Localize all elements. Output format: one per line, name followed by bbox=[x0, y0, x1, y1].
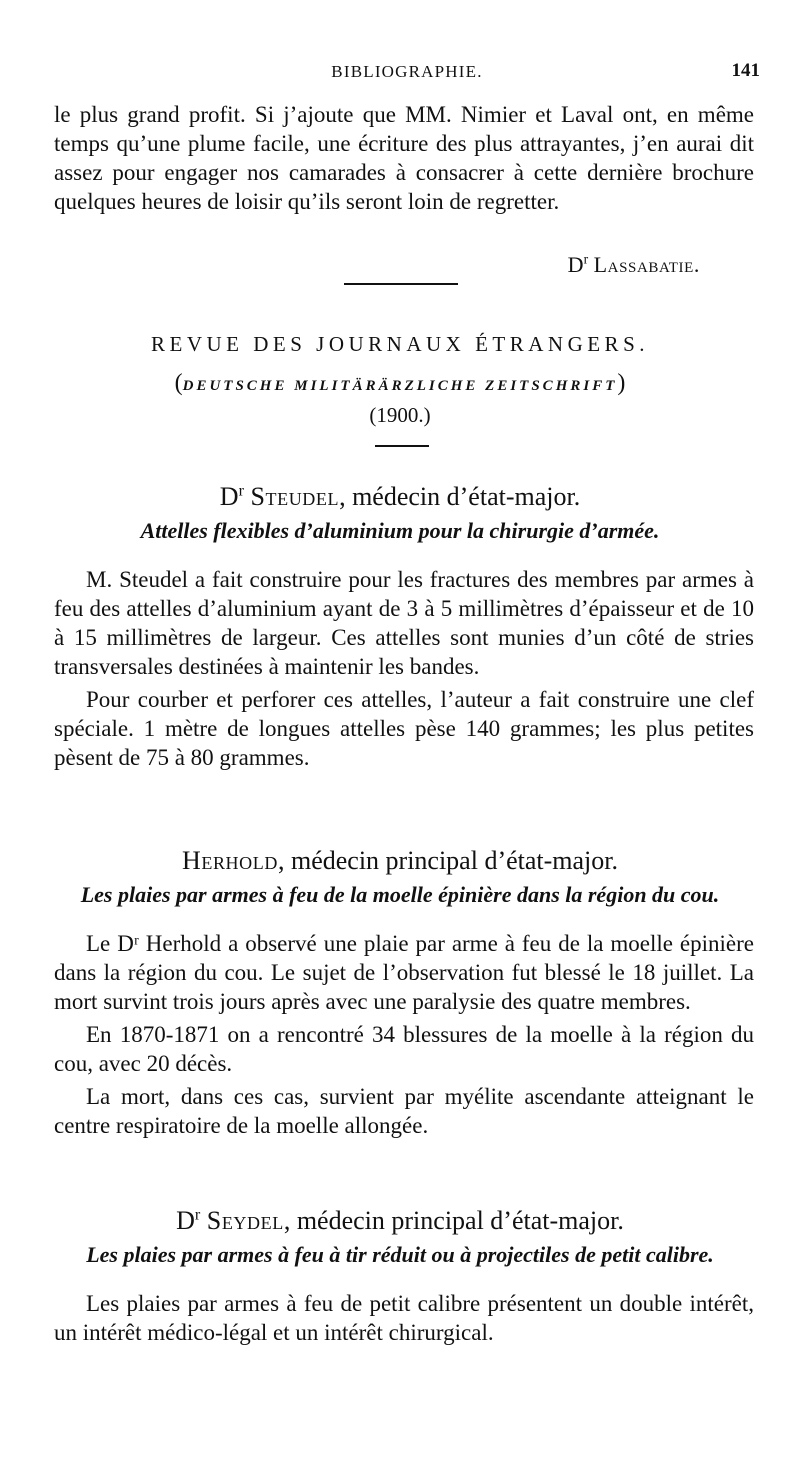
article-3-prefix: D bbox=[176, 1206, 195, 1235]
article-3-title: Les plaies par armes à feu à tir réduit ou à projectiles de petit calibre. bbox=[86, 1242, 714, 1267]
article-1-paragraph: Pour courber et perforer ces attelles, l’auteur a fait construire une clef spéciale. 1 mètre de longues attelles pèse 140 grammes; les plus petites pèsent de 75 à 80 grammes. bbox=[54, 687, 754, 770]
article-3-sup: r bbox=[194, 1206, 201, 1224]
article-2-paragraph: En 1870-1871 on a rencontré 34 blessures de la moelle à la région du cou, avec 20 décès. bbox=[54, 1022, 754, 1076]
article-2-body bbox=[54, 929, 754, 1140]
article-3-author: Seydel bbox=[206, 1206, 284, 1235]
intro-paragraph-block bbox=[54, 100, 754, 216]
page-number: 141 bbox=[731, 60, 760, 81]
article-1-heading bbox=[0, 482, 800, 512]
section-title: REVUE DES JOURNAUX ÉTRANGERS. bbox=[150, 332, 649, 356]
signature bbox=[568, 252, 700, 278]
running-title: BIBLIOGRAPHIE. bbox=[331, 62, 483, 81]
journal-line bbox=[0, 370, 800, 397]
article-1-author: Steudel bbox=[250, 482, 340, 511]
article-3-rank: , médecin principal d’état-major. bbox=[283, 1206, 624, 1235]
article-2-paragraph: Le Dʳ Herhold a observé une plaie par arme à feu de la moelle épinière dans la région du cou. Le sujet de l’observation fut blessé le 18 juillet. La mort survint trois jours après avec une paralysie des quatre membres. bbox=[54, 931, 754, 1014]
article-2-rank: , médecin principal d’état-major. bbox=[277, 846, 618, 875]
article-1-prefix: D bbox=[219, 482, 239, 511]
article-1-sup: r bbox=[238, 482, 244, 500]
signature-sup: r bbox=[583, 251, 589, 267]
journal-name: DEUTSCHE MILITÄRÄRZLICHE ZEITSCHRIFT bbox=[182, 378, 618, 394]
article-1-paragraph: M. Steudel a fait construire pour les fractures des membres par armes à feu des attelles d’aluminium ayant de 3 à 5 millimètres d’épaisseur et de 10 à 15 millimètres de largeur. Ces attelles sont munies d’un côté de stries transversales destinées à maintenir les bandes. bbox=[54, 567, 754, 679]
article-1-rank: , médecin d’état-major. bbox=[339, 482, 581, 511]
article-1-title: Attelles flexibles d’aluminium pour la chirurgie d’armée. bbox=[140, 518, 660, 543]
signature-prefix: D bbox=[567, 252, 584, 277]
article-1-body bbox=[54, 565, 754, 772]
signature-name: Lassabatie. bbox=[593, 252, 700, 277]
article-2-author: Herhold bbox=[181, 846, 278, 875]
article-2-title: Les plaies par armes à feu de la moelle épinière dans la région du cou. bbox=[80, 882, 720, 907]
article-2-paragraph: La mort, dans ces cas, survient par myélite ascendante atteignant le centre respiratoire de la moelle allongée. bbox=[54, 1084, 754, 1138]
article-2-heading bbox=[0, 846, 800, 876]
close-paren: ) bbox=[617, 370, 626, 396]
journal-year: (1900.) bbox=[369, 403, 431, 427]
page-header bbox=[54, 60, 760, 86]
section-divider bbox=[344, 283, 458, 285]
article-3-body bbox=[54, 1289, 754, 1347]
short-divider bbox=[375, 445, 429, 447]
article-3-paragraph: Les plaies par armes à feu de petit calibre présentent un double intérêt, un intérêt médico-légal et un intérêt chirurgical. bbox=[54, 1291, 754, 1345]
open-paren: ( bbox=[174, 370, 183, 396]
article-3-heading bbox=[0, 1206, 800, 1236]
intro-paragraph: le plus grand profit. Si j’ajoute que MM. Nimier et Laval ont, en même temps qu’une plume facile, une écriture des plus attrayantes, j’en aurai dit assez pour engager nos camarades à consacrer à cette dernière brochure quelques heures de loisir qu’ils seront loin de regretter. bbox=[54, 102, 754, 214]
